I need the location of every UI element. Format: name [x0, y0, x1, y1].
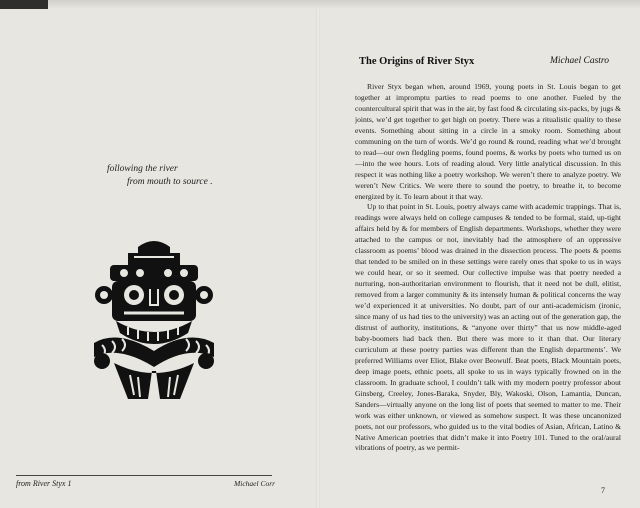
right-page [320, 9, 640, 508]
article-body [355, 82, 621, 482]
footer-rule [16, 475, 272, 476]
footer-source: from River Styx 1 [16, 479, 72, 488]
epigraph [107, 163, 287, 189]
article-author: Michael Castro [550, 56, 610, 66]
page-number: 7 [601, 486, 605, 495]
epigraph-line-1: following the river [107, 164, 178, 174]
left-page [0, 9, 316, 508]
article-title: The Origins of River Styx [359, 56, 475, 67]
top-edge [0, 0, 640, 9]
book-spread [0, 9, 640, 508]
dark-corner-tab [0, 0, 48, 9]
paragraph-2: Up to that point in St. Louis, poetry always came with academic trappings. That is, readings were always held on college campuses & tended to be formal, staid, up-tight affairs held by & for members of English departments. Workshops, whether they were attached to the campus or not, inevitably had the atmosphere of an oppressive classroom as poems’ blood was drained in the dissection process. The poets & poems that tended to be smiled on in these settings were rarely ones that spoke to us in ways we could hear, or so it seemed. Our collective impulse was that poetry needed a nurturing, non-authoritarian environment to flourish, that it need not be dull, elitist, removed from a larger community & its intensely human & political concerns the way we’d experienced it at universities. No doubt, part of our anti-academicism (ironic, since many of us had ties to the university) was an acting out of the generation gap, the distrust of authority, institutions, & “anyone over thirty” that us now middle-aged baby-boomers had back then. But there was more to it than that. Our literary curriculum at these poetry parties was different than the English departments’. We preferred Williams over Eliot, Blake over Beowulf. Beat poets, Black Mountain poets, deep image poets, ethnic poets, all spoke to us in ways typically frowned on in the classroom. In graduate school, I couldn’t talk with my modern poetry professor about Ginsberg, Creeley, Jones-Baraka, Snyder, Bly, Wakoski, Olson, Lamantia, Duncan, Sanders—virtually anyone on the long list of poets that seemed to matter to me. Their work was either unknown, or viewed as somehow suspect. It was these uncanonized poets, not our professors, who guided us to the vital bodies of Asian, African, Latino & Native American poetries that didn’t make it into Poetry 101. Tuned to the oral/aural vibrations of poetry, as we permit- [355, 202, 621, 453]
aztec-idol-icon [88, 233, 220, 401]
footer-artist: Michael Corr [234, 479, 276, 488]
epigraph-line-2: from mouth to source . [127, 177, 213, 187]
paragraph-1: River Styx began when, around 1969, young poets in St. Louis began to get together at impromptu parties to read poems to one another. Fueled by the countercultural spirit that was in the air, by fast food & circulating six-packs, by jugs & joints, we’d get together to get high on poetry. There was a ritualistic quality to these events. Something about sitting in a circle in a smoky room. Something about communing on the turn of words. We’d go round & round, reading what we’d brought to read—our own fledgling poems, found poems, & works by poets who turned us on—into the wee hours. Lots of reading aloud. Very little analytical discussion. In this respect it was nothing like a poetry workshop. We weren’t there to analyze poetry. We weren’t New Critics. We were there to sound the poetry, to breathe it, to become energized by it. To learn about it that way. [355, 82, 621, 201]
